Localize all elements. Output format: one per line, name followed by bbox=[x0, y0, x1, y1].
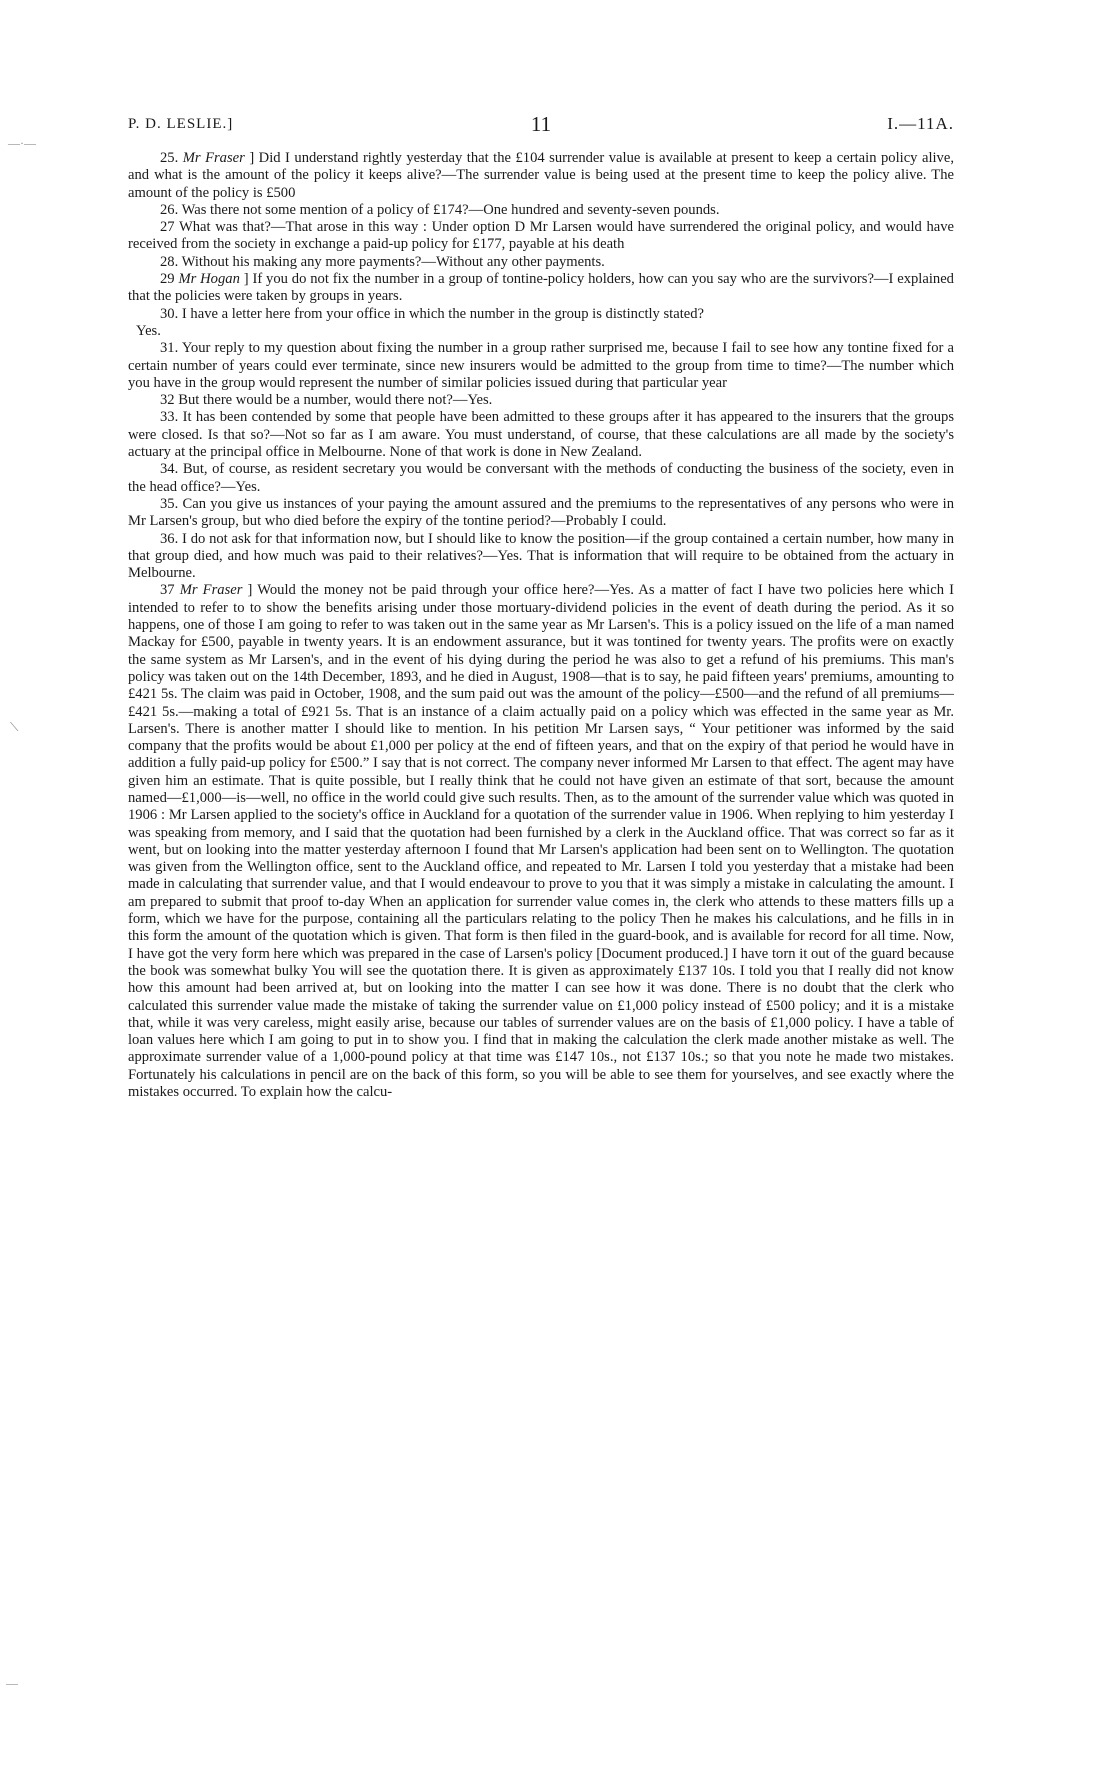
paragraph-number: 30. bbox=[160, 305, 179, 322]
paragraph-30 bbox=[128, 306, 954, 323]
paragraph-number: 37 bbox=[160, 582, 175, 599]
paragraph-31 bbox=[128, 340, 954, 392]
paragraph-number: 32 bbox=[160, 392, 175, 409]
page-header bbox=[128, 112, 954, 140]
speaker: Mr Fraser bbox=[182, 150, 245, 166]
paragraph-number: 33. bbox=[160, 409, 179, 426]
paragraph-number: 26. bbox=[160, 201, 179, 218]
paragraph-26 bbox=[128, 202, 954, 219]
page bbox=[128, 112, 954, 1101]
paragraph-36 bbox=[128, 531, 954, 583]
paragraph-number: 27 bbox=[160, 219, 175, 236]
paragraph-number: 34. bbox=[160, 461, 179, 478]
margin-mark-bottom: — bbox=[6, 1676, 18, 1690]
paragraph-32 bbox=[128, 392, 954, 409]
paragraph-number: 35. bbox=[160, 495, 179, 512]
paragraph-25 bbox=[128, 150, 954, 202]
page-body bbox=[128, 150, 954, 1101]
header-witness: P. D. LESLIE.] bbox=[128, 116, 234, 132]
speaker: Mr Fraser bbox=[179, 582, 243, 599]
paragraph-text: But there would be a number, would there not?—Yes. bbox=[178, 392, 493, 409]
paragraph-35 bbox=[128, 496, 954, 531]
margin-mark-mid: ⟍ bbox=[10, 720, 19, 734]
paragraph-30-answer bbox=[128, 323, 954, 340]
paragraph-text: What was that?—That arose in this way : Under option D Mr Larsen would have surrendered the original policy, and would have received from the society in exchange a paid-up policy for £177, payable at his death bbox=[128, 219, 954, 253]
paragraph-text: I have a letter here from your office in which the number in the group is distinctly stated? bbox=[181, 305, 705, 322]
paragraph-number: 31. bbox=[160, 340, 179, 357]
paragraph-text: Can you give us instances of your paying the amount assured and the premiums to the representatives of any persons who were in Mr Larsen's group, but who died before the expiry of the tontine period?—Probably I could. bbox=[128, 495, 954, 530]
paragraph-33 bbox=[128, 409, 954, 461]
margin-mark-top: —·— bbox=[8, 136, 36, 150]
paragraph-text: ] If you do not fix the number in a group of tontine-policy holders, how can you say who are the survivors?—I explained that the policies were taken by groups in years. bbox=[128, 271, 954, 305]
paragraph-28 bbox=[128, 254, 954, 271]
paragraph-number: 36. bbox=[160, 530, 179, 547]
paragraph-text: Without his making any more payments?—Without any other payments. bbox=[181, 253, 605, 270]
paragraph-number: 28. bbox=[160, 253, 179, 270]
paragraph-34 bbox=[128, 461, 954, 496]
paragraph-29 bbox=[128, 271, 954, 306]
paragraph-37 bbox=[128, 582, 954, 1101]
paragraph-text: Was there not some mention of a policy of £174?—One hundred and seventy-seven pounds. bbox=[181, 201, 720, 218]
paragraph-text: But, of course, as resident secretary you would be conversant with the methods of conducting the business of the society, even in the head office?—Yes. bbox=[128, 461, 954, 495]
speaker: Mr Hogan bbox=[178, 271, 240, 288]
header-page-number: 11 bbox=[530, 112, 552, 136]
paragraph-text: ] Would the money not be paid through your office here?—Yes. As a matter of fact I have two policies here which I intended to refer to to show the benefits arising under those mortuary-dividend policies in the event of death during the period. As it so happens, one of those I am going to refer to was taken out in the same year as Mr Larsen's. This is a policy issued on the life of a man named Mackay for £500, payable in twenty years. It is an endowment assurance, but it was tontined for twenty years. The profits were on exactly the same system as Mr Larsen's, and in the event of his dying during the period he was also to get a refund of his premiums. This man's policy was taken out on the 14th December, 1893, and he died in August, 1908—that is to say, he paid fifteen years' premiums, amounting to £421 5s. The claim was paid in October, 1908, and the sum paid out was the amount of the policy—£500—and the refund of all premiums—£421 5s.—making a total of £921 5s. That is an instance of a claim actually paid on a policy which was effected in the same year as Mr. Larsen's. There is another matter I should like to mention. In his petition Mr Larsen says, “ Your petitioner was informed by the said company that the profits would be about £1,000 per policy at the end of fifteen years, and that on the expiry of that period he would have in addition a fully paid-up policy for £500.” I say that is not correct. The company never informed Mr Larsen to that effect. The agent may have given him an estimate. That is quite possible, but I really think that he could not have given an estimate of that sort, because the amount named—£1,000—is—well, no office in the world could give such results. Then, as to the amount of the surrender value which was quoted in 1906 : Mr Larsen applied to the society's office in Auckland for a quotation of the surrender value in 1906. When replying to him yesterday I was speaking from memory, and I said that the quotation had been furnished by a clerk in the Auckland office. That was correct so far as it went, but on looking into the matter yesterday afternoon I found that Mr Larsen's application had been sent on to Wellington. The quotation was given from the Wellington office, sent to the Auckland office, and repeated to Mr. Larsen I told you yesterday that a mistake had been made in calculating that surrender value, and that I would endeavour to prove to you that it was simply a mistake in calculating the amount. I am prepared to submit that proof to-day When an application for surrender value comes in, the clerk who attends to these matters fills up a form, which we have for the purpose, containing all the particulars relating to the policy Then he makes his calculations, and he fills in in this form the amount of the quotation which is given. That form is then filed in the guard-book, and is available for record for all time. Now, I have got the very form here which was prepared in the case of Larsen's policy [Document produced.] I have torn it out of the guard because the book was somewhat bulky You will see the quotation there. It is given as approximately £137 10s. I told you that I really did not know how this amount had been arrived at, but on looking into the matter I can see how it was done. There is no doubt that the clerk who calculated this surrender value made the mistake of taking the surrender value on £1,000 policy instead of £500 policy; and it is a mistake that, while it was very careless, might easily arise, because our tables of surrender values are on the basis of £1,000 policy. I have a table of loan values here which I am going to put in to show you. I find that in making the calculation the clerk made another mistake as well. The approximate surrender value of a 1,000-pound policy at that time was £147 10s., not £137 10s.; so that you note he made two mistakes. Fortunately his calculations in pencil are on the back of this form, so you will be able to see them for yourselves, and see exactly where the mistakes occurred. To explain how the calcu- bbox=[128, 582, 954, 1101]
paragraph-text: Your reply to my question about fixing the number in a group rather surprised me, because I fail to see how any tontine fixed for a certain number of years could ever terminate, since new insurers would be admitted to the group from time to time?—The number which you have in the group would represent the number of similar policies issued during that particular year bbox=[128, 340, 954, 391]
paragraph-number: 25. bbox=[160, 150, 179, 166]
header-document-code: I.—11A. bbox=[887, 114, 954, 133]
paragraph-text: It has been contended by some that people have been admitted to these groups after it has appeared to the insurers that the groups were closed. Is that so?—Not so far as I am aware. You must understand, of course, that these calculations are all made by the society's actuary at the principal office in Melbourne. None of that work is done in New Zealand. bbox=[128, 409, 955, 461]
paragraph-27 bbox=[128, 219, 954, 254]
paragraph-number: 29 bbox=[160, 271, 175, 288]
paragraph-text: ] Did I understand rightly yesterday that the £104 surrender value is available at present to keep a certain policy alive, and what is the amount of the policy it keeps alive?—The surrender value is being used at the present time to keep the policy alive. The amount of the policy is £500 bbox=[128, 150, 954, 201]
paragraph-text: I do not ask for that information now, but I should like to know the position—if the group contained a certain number, how many in that group died, and how much was paid to their relatives?—Yes. That is information that will require to be obtained from the actuary in Melbourne. bbox=[128, 530, 954, 582]
paragraph-text: Yes. bbox=[136, 322, 161, 339]
